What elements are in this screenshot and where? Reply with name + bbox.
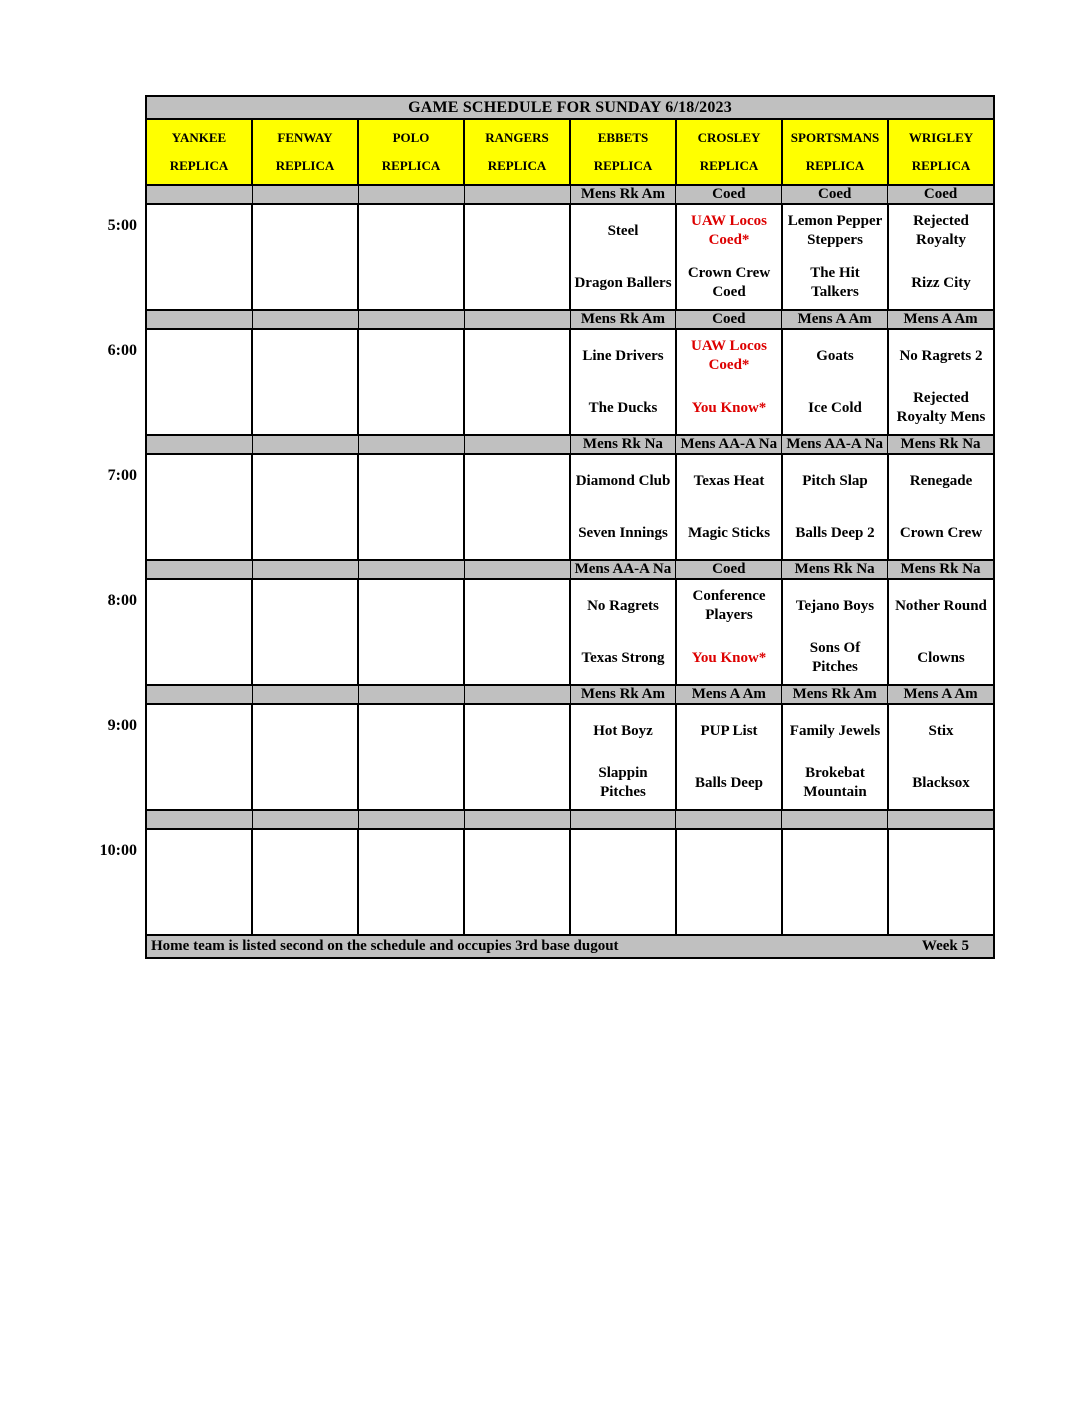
team-away xyxy=(359,455,463,507)
field-name: RANGERS xyxy=(485,130,549,145)
team-home xyxy=(147,882,251,934)
team-home: Brokebat Mountain xyxy=(803,765,867,800)
game-cell xyxy=(147,330,251,434)
division-label: Coed xyxy=(782,186,888,203)
division-label xyxy=(571,811,677,828)
team-home: Dragon Ballers xyxy=(574,274,672,291)
game-cell xyxy=(571,830,675,934)
game-cell xyxy=(677,205,781,309)
field-header-crosley-replica xyxy=(677,120,781,184)
field-suffix: REPLICA xyxy=(805,158,865,173)
field-header-sportsmans-replica xyxy=(783,120,887,184)
division-label xyxy=(253,561,359,578)
team-away xyxy=(465,455,569,507)
field-header-yankee-replica xyxy=(147,120,251,184)
team-home: Balls Deep 2 xyxy=(795,524,875,541)
division-label xyxy=(888,811,993,828)
field-suffix: REPLICA xyxy=(911,158,971,173)
team-home: You Know* xyxy=(691,649,767,666)
team-away xyxy=(253,580,357,632)
division-band xyxy=(147,686,993,703)
field-name: WRIGLEY xyxy=(908,130,974,145)
game-cell xyxy=(253,705,357,809)
team-home xyxy=(465,632,569,684)
division-label xyxy=(253,186,359,203)
division-band xyxy=(147,436,993,453)
team-home xyxy=(783,882,887,934)
team-away xyxy=(465,205,569,257)
game-cell xyxy=(571,455,675,559)
division-band xyxy=(147,186,993,203)
team-away xyxy=(783,830,887,882)
team-away xyxy=(359,705,463,757)
game-cell xyxy=(147,705,251,809)
game-cell xyxy=(677,705,781,809)
team-away: Steel xyxy=(607,222,639,239)
game-cell xyxy=(783,330,887,434)
field-name: POLO xyxy=(392,130,430,145)
game-cell xyxy=(783,205,887,309)
team-away: Tejano Boys xyxy=(795,597,875,614)
division-label: Coed xyxy=(923,186,958,202)
team-away xyxy=(147,830,251,882)
division-label: Mens Rk Am xyxy=(571,311,677,328)
field-name: CROSLEY xyxy=(697,130,761,145)
division-label xyxy=(359,311,465,328)
game-cell xyxy=(359,705,463,809)
team-home: Crown Crew Coed xyxy=(687,265,771,300)
division-band xyxy=(147,311,993,328)
footer-bar xyxy=(147,936,993,957)
field-name: FENWAY xyxy=(277,130,333,145)
field-header-wrigley-replica xyxy=(889,120,993,184)
team-home xyxy=(253,882,357,934)
division-label xyxy=(359,686,465,703)
team-home: Balls Deep xyxy=(695,774,763,791)
game-cell xyxy=(571,705,675,809)
team-home xyxy=(571,882,675,934)
team-home xyxy=(147,757,251,809)
time-label: 6:00 xyxy=(107,342,137,359)
team-away: Lemon Pepper Steppers xyxy=(787,213,883,248)
division-label xyxy=(359,811,465,828)
team-home: Blacksox xyxy=(912,774,970,791)
division-label: Mens AA-A Na xyxy=(571,561,677,578)
field-suffix: REPLICA xyxy=(593,158,653,173)
team-home xyxy=(465,382,569,434)
division-label: Coed xyxy=(676,311,782,328)
game-cell xyxy=(677,330,781,434)
division-label: Mens Rk Na xyxy=(900,436,981,452)
division-label xyxy=(465,311,571,328)
game-cell xyxy=(359,580,463,684)
field-header-fenway-replica xyxy=(253,120,357,184)
team-home: Crown Crew xyxy=(899,524,983,541)
team-home xyxy=(253,757,357,809)
team-away xyxy=(147,330,251,382)
game-cell xyxy=(465,330,569,434)
game-cell xyxy=(359,330,463,434)
game-cell xyxy=(253,580,357,684)
team-home: Slappin Pitches xyxy=(598,765,648,800)
team-away: PUP List xyxy=(700,722,758,739)
team-away xyxy=(147,705,251,757)
division-label: Mens Rk Am xyxy=(571,686,677,703)
field-name: YANKEE xyxy=(171,130,227,145)
team-home xyxy=(253,257,357,309)
division-label: Mens Rk Na xyxy=(900,561,981,577)
game-cell xyxy=(147,205,251,309)
game-cell xyxy=(147,580,251,684)
team-home: Magic Sticks xyxy=(687,524,771,541)
team-home xyxy=(465,757,569,809)
division-label: Mens Rk Am xyxy=(571,186,677,203)
team-away: Texas Heat xyxy=(693,472,765,489)
game-cell xyxy=(571,205,675,309)
team-away xyxy=(359,830,463,882)
game-cell xyxy=(465,455,569,559)
division-label xyxy=(253,436,359,453)
division-label xyxy=(465,686,571,703)
time-label: 10:00 xyxy=(99,842,137,859)
team-home xyxy=(253,507,357,559)
division-label xyxy=(253,686,359,703)
game-cell xyxy=(677,830,781,934)
team-away: Family Jewels xyxy=(789,722,881,739)
game-cell xyxy=(783,830,887,934)
game-cell xyxy=(571,330,675,434)
division-band xyxy=(147,811,993,828)
game-cell xyxy=(889,580,993,684)
team-home xyxy=(359,382,463,434)
team-home xyxy=(359,507,463,559)
team-away xyxy=(253,705,357,757)
game-cell xyxy=(253,830,357,934)
team-home xyxy=(359,882,463,934)
division-label: Mens AA-A Na xyxy=(676,436,782,453)
game-cell xyxy=(465,205,569,309)
team-away xyxy=(147,455,251,507)
team-away xyxy=(359,330,463,382)
game-cell xyxy=(147,455,251,559)
team-away: Diamond Club xyxy=(575,472,671,489)
team-away: Pitch Slap xyxy=(802,472,868,489)
field-name: SPORTSMANS xyxy=(790,130,880,145)
team-away: No Ragrets xyxy=(587,597,659,614)
field-suffix: REPLICA xyxy=(275,158,335,173)
division-label xyxy=(359,186,465,203)
team-away xyxy=(147,580,251,632)
team-away: Line Drivers xyxy=(582,347,664,364)
time-label: 5:00 xyxy=(107,217,137,234)
division-label xyxy=(359,561,465,578)
division-label: Mens Rk Am xyxy=(782,686,888,703)
game-cell xyxy=(889,705,993,809)
field-suffix: REPLICA xyxy=(487,158,547,173)
division-label xyxy=(465,811,571,828)
team-away xyxy=(465,830,569,882)
division-label xyxy=(465,436,571,453)
division-label xyxy=(676,811,782,828)
team-home xyxy=(359,632,463,684)
team-away xyxy=(253,455,357,507)
team-home: Seven Innings xyxy=(578,524,668,541)
division-label xyxy=(253,811,359,828)
team-away xyxy=(465,580,569,632)
division-label xyxy=(782,811,888,828)
team-home: Sons Of Pitches xyxy=(809,640,861,675)
division-label: Mens A Am xyxy=(903,686,978,702)
division-label: Mens A Am xyxy=(903,311,978,327)
team-away xyxy=(359,205,463,257)
team-away xyxy=(253,830,357,882)
game-cell xyxy=(889,330,993,434)
team-away: Renegade xyxy=(909,472,973,489)
division-label: Mens Rk Na xyxy=(782,561,888,578)
game-cell xyxy=(889,830,993,934)
game-cell xyxy=(253,330,357,434)
team-home xyxy=(147,507,251,559)
field-header-rangers-replica xyxy=(465,120,569,184)
game-cell xyxy=(889,455,993,559)
team-home: The Hit Talkers xyxy=(810,265,860,300)
team-home xyxy=(465,507,569,559)
game-cell xyxy=(359,205,463,309)
team-home xyxy=(465,257,569,309)
division-label: Coed xyxy=(676,561,782,578)
game-schedule-table xyxy=(145,95,995,959)
team-home: The Ducks xyxy=(588,399,658,416)
team-away: Conference Players xyxy=(692,588,766,623)
game-cell xyxy=(889,205,993,309)
team-away: UAW Locos Coed* xyxy=(691,338,767,373)
schedule-table-wrap xyxy=(145,95,995,959)
team-away xyxy=(359,580,463,632)
team-home: Ice Cold xyxy=(808,399,862,416)
division-label xyxy=(147,436,253,453)
division-label xyxy=(147,186,253,203)
week-label: Week 5 xyxy=(921,938,969,954)
game-cell xyxy=(571,580,675,684)
team-home xyxy=(147,257,251,309)
field-suffix: REPLICA xyxy=(169,158,229,173)
team-home xyxy=(253,632,357,684)
division-label xyxy=(147,561,253,578)
team-home: Texas Strong xyxy=(581,649,665,666)
team-away: UAW Locos Coed* xyxy=(691,213,767,248)
division-label xyxy=(465,186,571,203)
game-cell xyxy=(465,705,569,809)
team-home xyxy=(253,382,357,434)
time-label: 9:00 xyxy=(107,717,137,734)
team-away: No Ragrets 2 xyxy=(899,347,983,364)
game-cell xyxy=(253,205,357,309)
field-suffix: REPLICA xyxy=(699,158,759,173)
division-label: Mens AA-A Na xyxy=(782,436,888,453)
field-header-polo-replica xyxy=(359,120,463,184)
team-away xyxy=(465,705,569,757)
division-band xyxy=(147,561,993,578)
team-away xyxy=(253,205,357,257)
team-away: Goats xyxy=(816,347,854,364)
division-label: Mens A Am xyxy=(676,686,782,703)
game-cell xyxy=(783,580,887,684)
team-home xyxy=(677,882,781,934)
division-label xyxy=(147,311,253,328)
team-home: Rizz City xyxy=(911,274,971,291)
division-label: Coed xyxy=(676,186,782,203)
division-label xyxy=(359,436,465,453)
game-cell xyxy=(147,830,251,934)
team-away xyxy=(677,830,781,882)
division-label xyxy=(147,686,253,703)
division-label xyxy=(465,561,571,578)
division-label: Mens A Am xyxy=(782,311,888,328)
team-away xyxy=(253,330,357,382)
game-cell xyxy=(359,455,463,559)
team-home: Clowns xyxy=(917,649,965,666)
team-home xyxy=(147,382,251,434)
field-name: EBBETS xyxy=(597,130,649,145)
field-suffix: REPLICA xyxy=(381,158,441,173)
division-label xyxy=(253,311,359,328)
division-label xyxy=(147,811,253,828)
team-away xyxy=(147,205,251,257)
team-home xyxy=(147,632,251,684)
division-label: Mens Rk Na xyxy=(571,436,677,453)
team-home: You Know* xyxy=(691,399,767,416)
field-header-ebbets-replica xyxy=(571,120,675,184)
game-cell xyxy=(465,830,569,934)
team-home xyxy=(465,882,569,934)
team-away: Nother Round xyxy=(895,597,987,614)
team-home xyxy=(359,257,463,309)
schedule-title: GAME SCHEDULE FOR SUNDAY 6/18/2023 xyxy=(147,97,993,118)
team-away xyxy=(889,830,993,882)
team-away xyxy=(571,830,675,882)
game-cell xyxy=(465,580,569,684)
team-home xyxy=(889,882,993,934)
time-label: 8:00 xyxy=(107,592,137,609)
time-label: 7:00 xyxy=(107,467,137,484)
team-away: Hot Boyz xyxy=(593,722,653,739)
team-away xyxy=(465,330,569,382)
game-cell xyxy=(783,705,887,809)
team-away: Stix xyxy=(928,722,954,739)
team-away: Rejected Royalty xyxy=(913,213,969,248)
team-home: Rejected Royalty Mens xyxy=(896,390,986,425)
game-cell xyxy=(359,830,463,934)
footer-note: Home team is listed second on the schedule and occupies 3rd base dugout xyxy=(151,938,619,954)
game-cell xyxy=(677,580,781,684)
game-cell xyxy=(677,455,781,559)
game-cell xyxy=(253,455,357,559)
game-cell xyxy=(783,455,887,559)
team-home xyxy=(359,757,463,809)
